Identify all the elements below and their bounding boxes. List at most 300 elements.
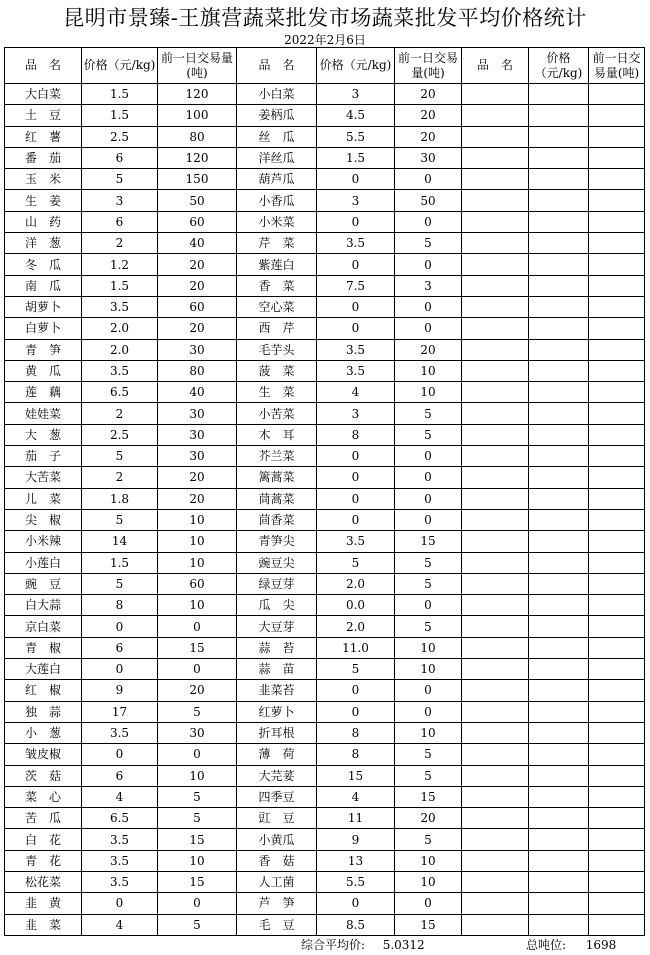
- item-price-cell: 3.5: [317, 360, 395, 381]
- item-price-cell: 1.5: [82, 552, 158, 573]
- empty-cell: [589, 616, 645, 637]
- item-price-cell: 0: [317, 488, 395, 509]
- item-volume-cell: 20: [158, 275, 237, 296]
- item-volume-cell: 10: [395, 659, 462, 680]
- table-row: [5, 147, 645, 168]
- item-name-cell: 芦 笋: [237, 893, 317, 914]
- item-price-cell: 6: [82, 765, 158, 786]
- item-volume-cell: 20: [158, 254, 237, 275]
- header-volume-2: 前一日交易量(吨): [395, 48, 462, 84]
- item-volume-cell: 0: [395, 509, 462, 530]
- table-row: [5, 680, 645, 701]
- item-price-cell: 1.8: [82, 488, 158, 509]
- item-price-cell: 2.0: [82, 318, 158, 339]
- table-row: [5, 296, 645, 317]
- empty-cell: [462, 211, 529, 232]
- empty-cell: [462, 744, 529, 765]
- item-price-cell: 0: [317, 169, 395, 190]
- item-name-cell: 薄 荷: [237, 744, 317, 765]
- item-volume-cell: 10: [395, 382, 462, 403]
- empty-cell: [589, 808, 645, 829]
- item-name-cell: 人工菌: [237, 871, 317, 892]
- item-volume-cell: 10: [158, 531, 237, 552]
- empty-cell: [529, 552, 589, 573]
- empty-cell: [462, 275, 529, 296]
- empty-cell: [462, 914, 529, 935]
- item-name-cell: 南 瓜: [5, 275, 82, 296]
- item-volume-cell: 60: [158, 296, 237, 317]
- empty-cell: [462, 169, 529, 190]
- item-volume-cell: 40: [158, 233, 237, 254]
- item-name-cell: 瓜 尖: [237, 595, 317, 616]
- empty-cell: [462, 573, 529, 594]
- table-row: [5, 786, 645, 807]
- empty-cell: [589, 105, 645, 126]
- average-price-label: 综合平均价:: [301, 938, 366, 952]
- item-volume-cell: 15: [395, 914, 462, 935]
- table-header-row: [5, 48, 645, 84]
- item-volume-cell: 5: [158, 701, 237, 722]
- empty-cell: [462, 701, 529, 722]
- empty-cell: [589, 488, 645, 509]
- item-price-cell: 4.5: [317, 105, 395, 126]
- empty-cell: [589, 211, 645, 232]
- empty-cell: [529, 531, 589, 552]
- item-price-cell: 0: [317, 211, 395, 232]
- empty-cell: [529, 233, 589, 254]
- table-row: [5, 382, 645, 403]
- empty-cell: [589, 552, 645, 573]
- item-volume-cell: 5: [395, 424, 462, 445]
- empty-cell: [589, 573, 645, 594]
- item-price-cell: 3: [317, 190, 395, 211]
- table-row: [5, 829, 645, 850]
- item-volume-cell: 0: [395, 254, 462, 275]
- item-name-cell: 冬 瓜: [5, 254, 82, 275]
- item-price-cell: 2: [82, 467, 158, 488]
- item-price-cell: 5.5: [317, 126, 395, 147]
- table-row: [5, 637, 645, 658]
- empty-cell: [529, 637, 589, 658]
- empty-cell: [529, 382, 589, 403]
- item-price-cell: 4: [82, 786, 158, 807]
- item-volume-cell: 150: [158, 169, 237, 190]
- item-price-cell: 2: [82, 403, 158, 424]
- item-name-cell: 红萝卜: [237, 701, 317, 722]
- item-volume-cell: 5: [158, 786, 237, 807]
- table-row: [5, 126, 645, 147]
- header-name-3: 品 名: [462, 48, 529, 84]
- item-volume-cell: 15: [158, 637, 237, 658]
- item-volume-cell: 0: [158, 744, 237, 765]
- empty-cell: [589, 403, 645, 424]
- item-volume-cell: 20: [395, 339, 462, 360]
- report-date: 2022年2月6日: [284, 33, 366, 47]
- empty-cell: [529, 616, 589, 637]
- item-volume-cell: 0: [395, 467, 462, 488]
- item-name-cell: 洋丝瓜: [237, 147, 317, 168]
- item-name-cell: 姜柄瓜: [237, 105, 317, 126]
- empty-cell: [589, 84, 645, 105]
- item-volume-cell: 60: [158, 211, 237, 232]
- page-title: 昆明市景臻-王旗营蔬菜批发市场蔬菜批发平均价格统计: [63, 6, 587, 30]
- item-volume-cell: 10: [395, 637, 462, 658]
- item-name-cell: 大苦菜: [5, 467, 82, 488]
- item-price-cell: 0.0: [317, 595, 395, 616]
- item-volume-cell: 60: [158, 573, 237, 594]
- total-tonnage-value: 1698: [585, 938, 617, 952]
- item-name-cell: 茄 子: [5, 446, 82, 467]
- empty-cell: [462, 403, 529, 424]
- item-name-cell: 娃娃菜: [5, 403, 82, 424]
- empty-cell: [462, 233, 529, 254]
- empty-cell: [462, 552, 529, 573]
- table-row: [5, 318, 645, 339]
- item-price-cell: 3.5: [82, 871, 158, 892]
- empty-cell: [589, 339, 645, 360]
- item-price-cell: 9: [317, 829, 395, 850]
- item-name-cell: 篱蒿菜: [237, 467, 317, 488]
- item-volume-cell: 10: [158, 850, 237, 871]
- item-volume-cell: 20: [158, 680, 237, 701]
- item-name-cell: 小米菜: [237, 211, 317, 232]
- table-row: [5, 616, 645, 637]
- empty-cell: [529, 403, 589, 424]
- item-volume-cell: 5: [395, 233, 462, 254]
- item-volume-cell: 5: [158, 808, 237, 829]
- item-name-cell: 番 茄: [5, 147, 82, 168]
- empty-cell: [589, 190, 645, 211]
- item-name-cell: 松花菜: [5, 871, 82, 892]
- empty-cell: [589, 467, 645, 488]
- item-volume-cell: 5: [395, 573, 462, 594]
- item-name-cell: 儿 菜: [5, 488, 82, 509]
- item-price-cell: 1.5: [82, 84, 158, 105]
- item-volume-cell: 0: [395, 488, 462, 509]
- table-row: [5, 722, 645, 743]
- empty-cell: [529, 573, 589, 594]
- item-price-cell: 3.5: [82, 722, 158, 743]
- empty-cell: [589, 509, 645, 530]
- item-price-cell: 0: [317, 446, 395, 467]
- item-name-cell: 茨 菇: [5, 765, 82, 786]
- empty-cell: [462, 254, 529, 275]
- item-price-cell: 0: [317, 509, 395, 530]
- item-volume-cell: 20: [158, 488, 237, 509]
- empty-cell: [462, 722, 529, 743]
- item-price-cell: 3.5: [82, 829, 158, 850]
- item-volume-cell: 5: [158, 914, 237, 935]
- item-name-cell: 小香瓜: [237, 190, 317, 211]
- item-price-cell: 8: [317, 424, 395, 445]
- empty-cell: [529, 829, 589, 850]
- item-volume-cell: 0: [395, 595, 462, 616]
- empty-cell: [529, 169, 589, 190]
- item-name-cell: 香 菇: [237, 850, 317, 871]
- item-name-cell: 菠 菜: [237, 360, 317, 381]
- item-volume-cell: 5: [395, 765, 462, 786]
- item-price-cell: 0: [82, 659, 158, 680]
- empty-cell: [589, 871, 645, 892]
- item-volume-cell: 10: [395, 722, 462, 743]
- item-name-cell: 小米辣: [5, 531, 82, 552]
- empty-cell: [462, 595, 529, 616]
- item-volume-cell: 120: [158, 84, 237, 105]
- item-name-cell: 独 蒜: [5, 701, 82, 722]
- empty-cell: [529, 296, 589, 317]
- header-name-2: 品 名: [237, 48, 317, 84]
- table-row: [5, 105, 645, 126]
- item-volume-cell: 0: [395, 893, 462, 914]
- item-price-cell: 0: [317, 701, 395, 722]
- item-volume-cell: 15: [158, 871, 237, 892]
- empty-cell: [589, 446, 645, 467]
- item-volume-cell: 0: [158, 616, 237, 637]
- empty-cell: [462, 467, 529, 488]
- item-name-cell: 西 芹: [237, 318, 317, 339]
- table-row: [5, 233, 645, 254]
- empty-cell: [589, 169, 645, 190]
- item-price-cell: 3: [82, 190, 158, 211]
- item-name-cell: 毛 豆: [237, 914, 317, 935]
- item-volume-cell: 15: [395, 786, 462, 807]
- item-name-cell: 京白菜: [5, 616, 82, 637]
- empty-cell: [529, 722, 589, 743]
- item-volume-cell: 0: [395, 318, 462, 339]
- empty-cell: [589, 680, 645, 701]
- item-price-cell: 0: [82, 616, 158, 637]
- item-price-cell: 0: [317, 318, 395, 339]
- item-name-cell: 蒜 苔: [237, 637, 317, 658]
- item-volume-cell: 5: [395, 616, 462, 637]
- item-price-cell: 3.5: [82, 360, 158, 381]
- item-name-cell: 白 花: [5, 829, 82, 850]
- item-name-cell: 小 葱: [5, 722, 82, 743]
- item-name-cell: 四季豆: [237, 786, 317, 807]
- item-price-cell: 0: [317, 254, 395, 275]
- empty-cell: [462, 488, 529, 509]
- item-price-cell: 14: [82, 531, 158, 552]
- empty-cell: [589, 126, 645, 147]
- item-volume-cell: 10: [395, 360, 462, 381]
- item-name-cell: 茼蒿菜: [237, 488, 317, 509]
- table-row: [5, 659, 645, 680]
- item-price-cell: 1.5: [82, 105, 158, 126]
- empty-cell: [589, 296, 645, 317]
- item-price-cell: 0: [317, 296, 395, 317]
- empty-cell: [462, 360, 529, 381]
- empty-cell: [589, 850, 645, 871]
- item-name-cell: 青 笋: [5, 339, 82, 360]
- item-price-cell: 8.5: [317, 914, 395, 935]
- item-volume-cell: 30: [395, 147, 462, 168]
- item-volume-cell: 3: [395, 275, 462, 296]
- empty-cell: [529, 147, 589, 168]
- item-price-cell: 7.5: [317, 275, 395, 296]
- item-volume-cell: 10: [158, 509, 237, 530]
- item-name-cell: 白大蒜: [5, 595, 82, 616]
- item-volume-cell: 0: [395, 680, 462, 701]
- item-price-cell: 0: [317, 680, 395, 701]
- table-row: [5, 169, 645, 190]
- item-volume-cell: 10: [158, 552, 237, 573]
- empty-cell: [462, 829, 529, 850]
- empty-cell: [529, 488, 589, 509]
- item-volume-cell: 10: [395, 850, 462, 871]
- item-volume-cell: 5: [395, 744, 462, 765]
- item-name-cell: 木 耳: [237, 424, 317, 445]
- average-price-value: 5.0312: [382, 938, 425, 952]
- item-price-cell: 8: [317, 744, 395, 765]
- empty-cell: [529, 765, 589, 786]
- item-name-cell: 生 菜: [237, 382, 317, 403]
- item-price-cell: 8: [317, 722, 395, 743]
- empty-cell: [462, 893, 529, 914]
- empty-cell: [462, 147, 529, 168]
- table-row: [5, 275, 645, 296]
- table-row: [5, 914, 645, 935]
- item-volume-cell: 100: [158, 105, 237, 126]
- empty-cell: [529, 509, 589, 530]
- item-volume-cell: 0: [395, 296, 462, 317]
- item-price-cell: 13: [317, 850, 395, 871]
- table-row: [5, 467, 645, 488]
- table-row: [5, 339, 645, 360]
- empty-cell: [589, 147, 645, 168]
- item-name-cell: 香 菜: [237, 275, 317, 296]
- item-price-cell: 6: [82, 211, 158, 232]
- item-price-cell: 11.0: [317, 637, 395, 658]
- empty-cell: [462, 84, 529, 105]
- item-name-cell: 小白菜: [237, 84, 317, 105]
- empty-cell: [529, 467, 589, 488]
- table-body: [5, 84, 645, 936]
- item-volume-cell: 0: [158, 893, 237, 914]
- item-price-cell: 0: [317, 893, 395, 914]
- item-name-cell: 白萝卜: [5, 318, 82, 339]
- table-row: [5, 850, 645, 871]
- item-name-cell: 菜 心: [5, 786, 82, 807]
- item-price-cell: 1.5: [317, 147, 395, 168]
- empty-cell: [589, 360, 645, 381]
- average-price: [301, 936, 425, 953]
- item-price-cell: 9: [82, 680, 158, 701]
- table-row: [5, 509, 645, 530]
- item-volume-cell: 120: [158, 147, 237, 168]
- empty-cell: [529, 360, 589, 381]
- item-name-cell: 毛芋头: [237, 339, 317, 360]
- item-price-cell: 1.5: [82, 275, 158, 296]
- item-name-cell: 豌豆尖: [237, 552, 317, 573]
- item-volume-cell: 0: [395, 211, 462, 232]
- item-name-cell: 大芫荽: [237, 765, 317, 786]
- empty-cell: [529, 808, 589, 829]
- item-name-cell: 茴香菜: [237, 509, 317, 530]
- item-name-cell: 豌 豆: [5, 573, 82, 594]
- total-tonnage-label: 总吨位:: [526, 938, 567, 952]
- item-price-cell: 6.5: [82, 808, 158, 829]
- item-volume-cell: 80: [158, 126, 237, 147]
- table-row: [5, 595, 645, 616]
- item-volume-cell: 5: [395, 829, 462, 850]
- item-volume-cell: 5: [395, 403, 462, 424]
- item-volume-cell: 10: [158, 595, 237, 616]
- empty-cell: [462, 424, 529, 445]
- header-price-2: 价格（元/kg): [317, 48, 395, 84]
- table-row: [5, 446, 645, 467]
- table-row: [5, 744, 645, 765]
- empty-cell: [529, 126, 589, 147]
- item-price-cell: 2.5: [82, 126, 158, 147]
- item-volume-cell: 0: [395, 701, 462, 722]
- empty-cell: [529, 914, 589, 935]
- item-volume-cell: 15: [158, 829, 237, 850]
- item-volume-cell: 0: [395, 446, 462, 467]
- item-price-cell: 3.5: [317, 531, 395, 552]
- empty-cell: [462, 637, 529, 658]
- item-price-cell: 17: [82, 701, 158, 722]
- item-volume-cell: 20: [395, 808, 462, 829]
- item-price-cell: 2.0: [82, 339, 158, 360]
- header-volume-1: 前一日交易量(吨): [158, 48, 237, 84]
- item-name-cell: 皱皮椒: [5, 744, 82, 765]
- item-name-cell: 小苦菜: [237, 403, 317, 424]
- empty-cell: [529, 446, 589, 467]
- header-price-1: 价格（元/kg): [82, 48, 158, 84]
- item-price-cell: 0: [317, 467, 395, 488]
- item-price-cell: 5: [82, 446, 158, 467]
- empty-cell: [529, 786, 589, 807]
- item-name-cell: 紫莲白: [237, 254, 317, 275]
- item-price-cell: 5: [82, 509, 158, 530]
- item-price-cell: 0: [82, 744, 158, 765]
- item-price-cell: 15: [317, 765, 395, 786]
- item-price-cell: 8: [82, 595, 158, 616]
- item-price-cell: 5: [317, 552, 395, 573]
- item-name-cell: 小黄瓜: [237, 829, 317, 850]
- item-name-cell: 韭 菜: [5, 914, 82, 935]
- item-name-cell: 丝 瓜: [237, 126, 317, 147]
- item-volume-cell: 20: [158, 318, 237, 339]
- empty-cell: [529, 680, 589, 701]
- item-volume-cell: 20: [158, 467, 237, 488]
- empty-cell: [589, 744, 645, 765]
- empty-cell: [462, 190, 529, 211]
- empty-cell: [529, 850, 589, 871]
- empty-cell: [462, 296, 529, 317]
- item-price-cell: 5.5: [317, 871, 395, 892]
- item-name-cell: 红 椒: [5, 680, 82, 701]
- table-row: [5, 403, 645, 424]
- item-name-cell: 青 椒: [5, 637, 82, 658]
- empty-cell: [589, 829, 645, 850]
- item-price-cell: 11: [317, 808, 395, 829]
- empty-cell: [589, 765, 645, 786]
- item-name-cell: 红 薯: [5, 126, 82, 147]
- item-name-cell: 小莲白: [5, 552, 82, 573]
- item-price-cell: 5: [82, 573, 158, 594]
- empty-cell: [462, 850, 529, 871]
- empty-cell: [589, 275, 645, 296]
- table-row: [5, 190, 645, 211]
- header-price-3: 价格（元/kg): [529, 48, 589, 84]
- item-volume-cell: 30: [158, 339, 237, 360]
- table-row: [5, 871, 645, 892]
- empty-cell: [529, 211, 589, 232]
- empty-cell: [589, 233, 645, 254]
- item-name-cell: 折耳根: [237, 722, 317, 743]
- item-name-cell: 绿豆芽: [237, 573, 317, 594]
